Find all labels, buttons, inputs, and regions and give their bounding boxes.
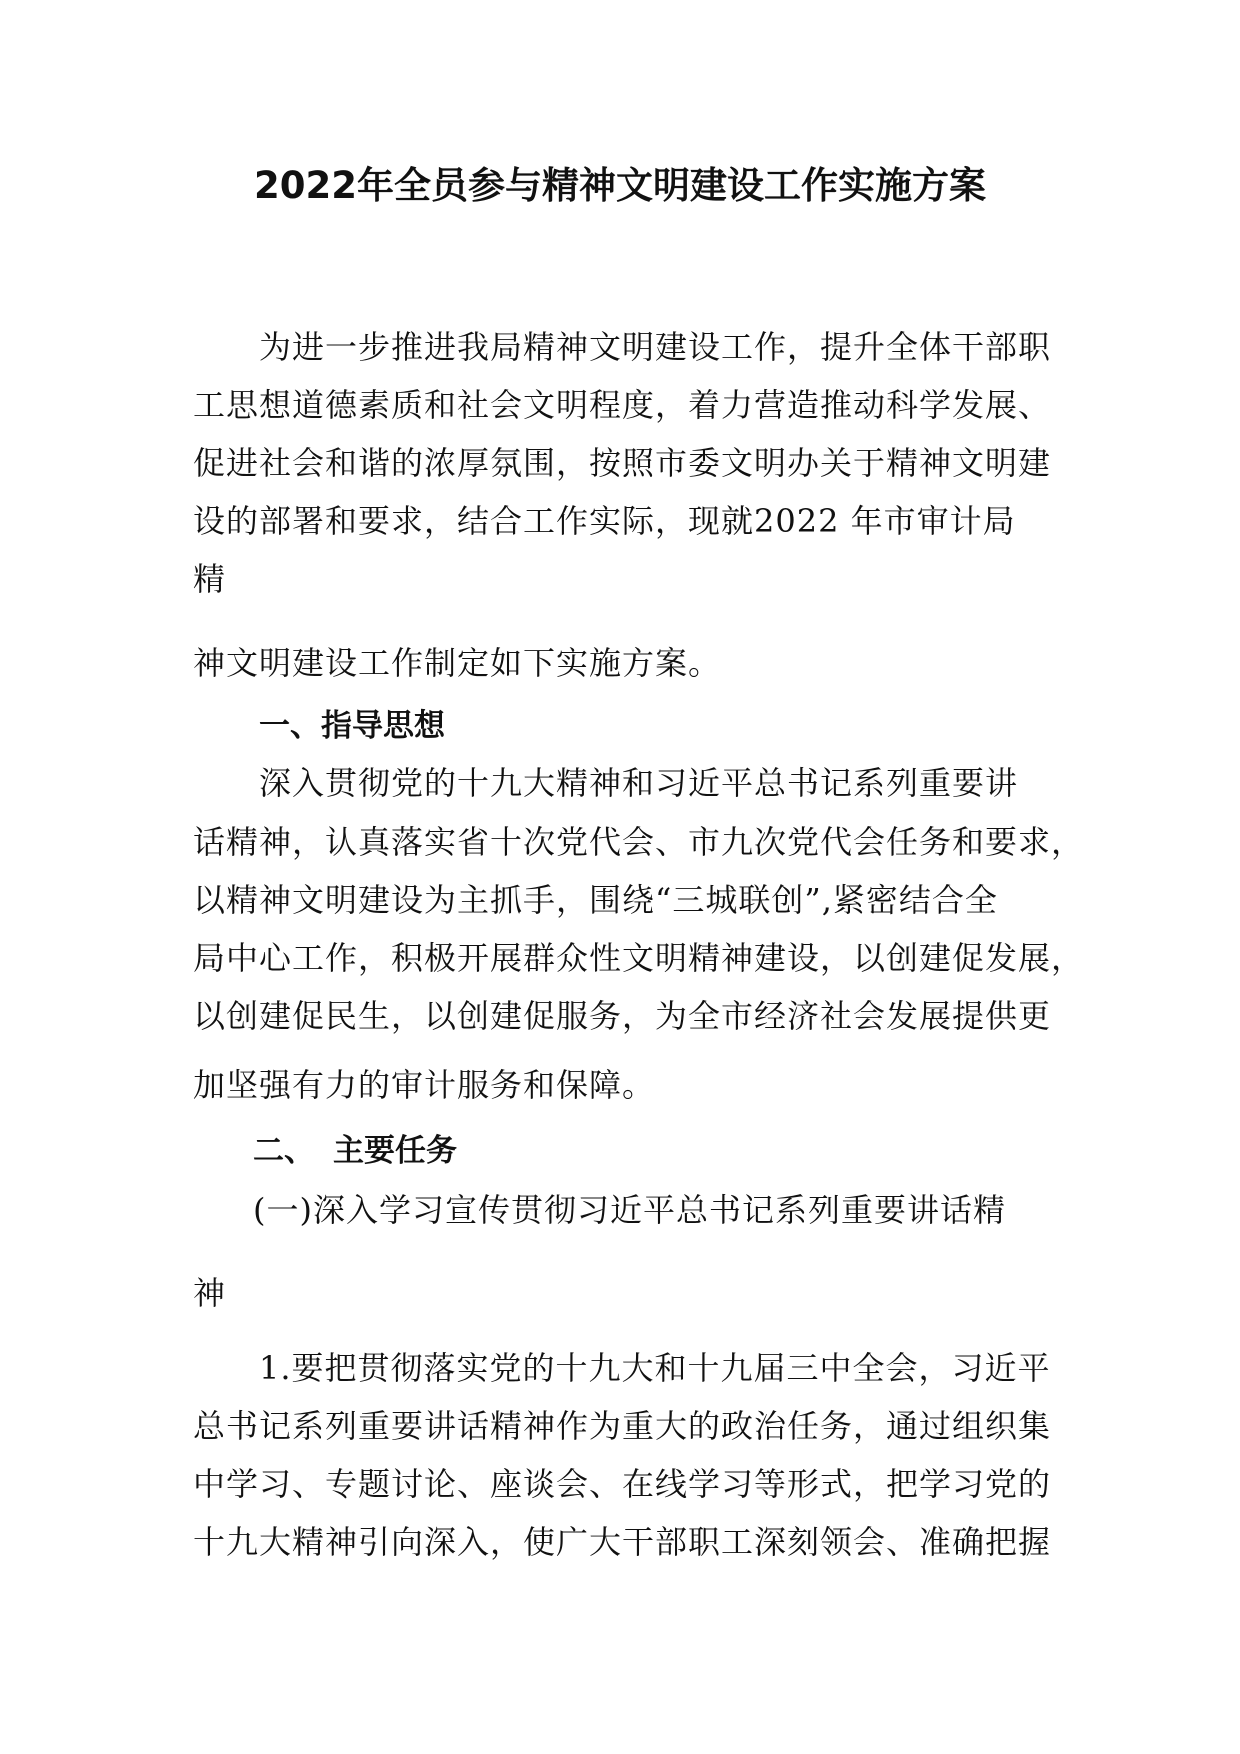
section-1-line-3: 以精神文明建设为主抓手，围绕“三城联创”,紧密结合全 — [193, 881, 998, 919]
section-1-line-2: 话精神，认真落实省十次党代会、市九次党代会任务和要求， — [193, 823, 1085, 861]
intro-line-2: 工思想道德素质和社会文明程度，着力营造推动科学发展、 — [193, 386, 1052, 424]
intro-line-3: 促进社会和谐的浓厚氛围，按照市委文明办关于精神文明建 — [193, 444, 1052, 482]
item-1-line-3: 中学习、专题讨论、座谈会、在线学习等形式，把学习党的 — [193, 1465, 1052, 1503]
item-1-line-4: 十九大精神引向深入，使广大干部职工深刻领会、准确把握 — [193, 1523, 1052, 1561]
subsection-1-line-1: (一)深入学习宣传贯彻习近平总书记系列重要讲话精 — [253, 1191, 1006, 1229]
section-2-heading-text: 主要任务 — [333, 1133, 457, 1169]
section-1-heading: 一、指导思想 — [259, 708, 445, 744]
subsection-1-line-2: 神 — [193, 1274, 227, 1312]
item-1-line-2: 总书记系列重要讲话精神作为重大的政治任务，通过组织集 — [193, 1407, 1052, 1445]
intro-line-4: 设的部署和要求，结合工作实际，现就2022 年市审计局 — [193, 502, 1016, 540]
intro-line-1: 为进一步推进我局精神文明建设工作，提升全体干部职 — [259, 328, 1052, 366]
section-1-line-5: 以创建促民生，以创建促服务，为全市经济社会发展提供更 — [193, 997, 1052, 1035]
section-1-line-1: 深入贯彻党的十九大精神和习近平总书记系列重要讲 — [259, 764, 1019, 802]
intro-line-6: 神文明建设工作制定如下实施方案。 — [193, 644, 722, 682]
document-title: 2022年全员参与精神文明建设工作实施方案 — [254, 164, 986, 207]
section-1-line-6: 加坚强有力的审计服务和保障。 — [193, 1066, 656, 1104]
section-1-line-4: 局中心工作，积极开展群众性文明精神建设，以创建促发展， — [193, 939, 1085, 977]
section-2-heading-number: 二、 — [253, 1133, 315, 1169]
item-1-line-1: 1.要把贯彻落实党的十九大和十九届三中全会，习近平 — [259, 1349, 1051, 1387]
intro-line-5: 精 — [193, 560, 227, 598]
